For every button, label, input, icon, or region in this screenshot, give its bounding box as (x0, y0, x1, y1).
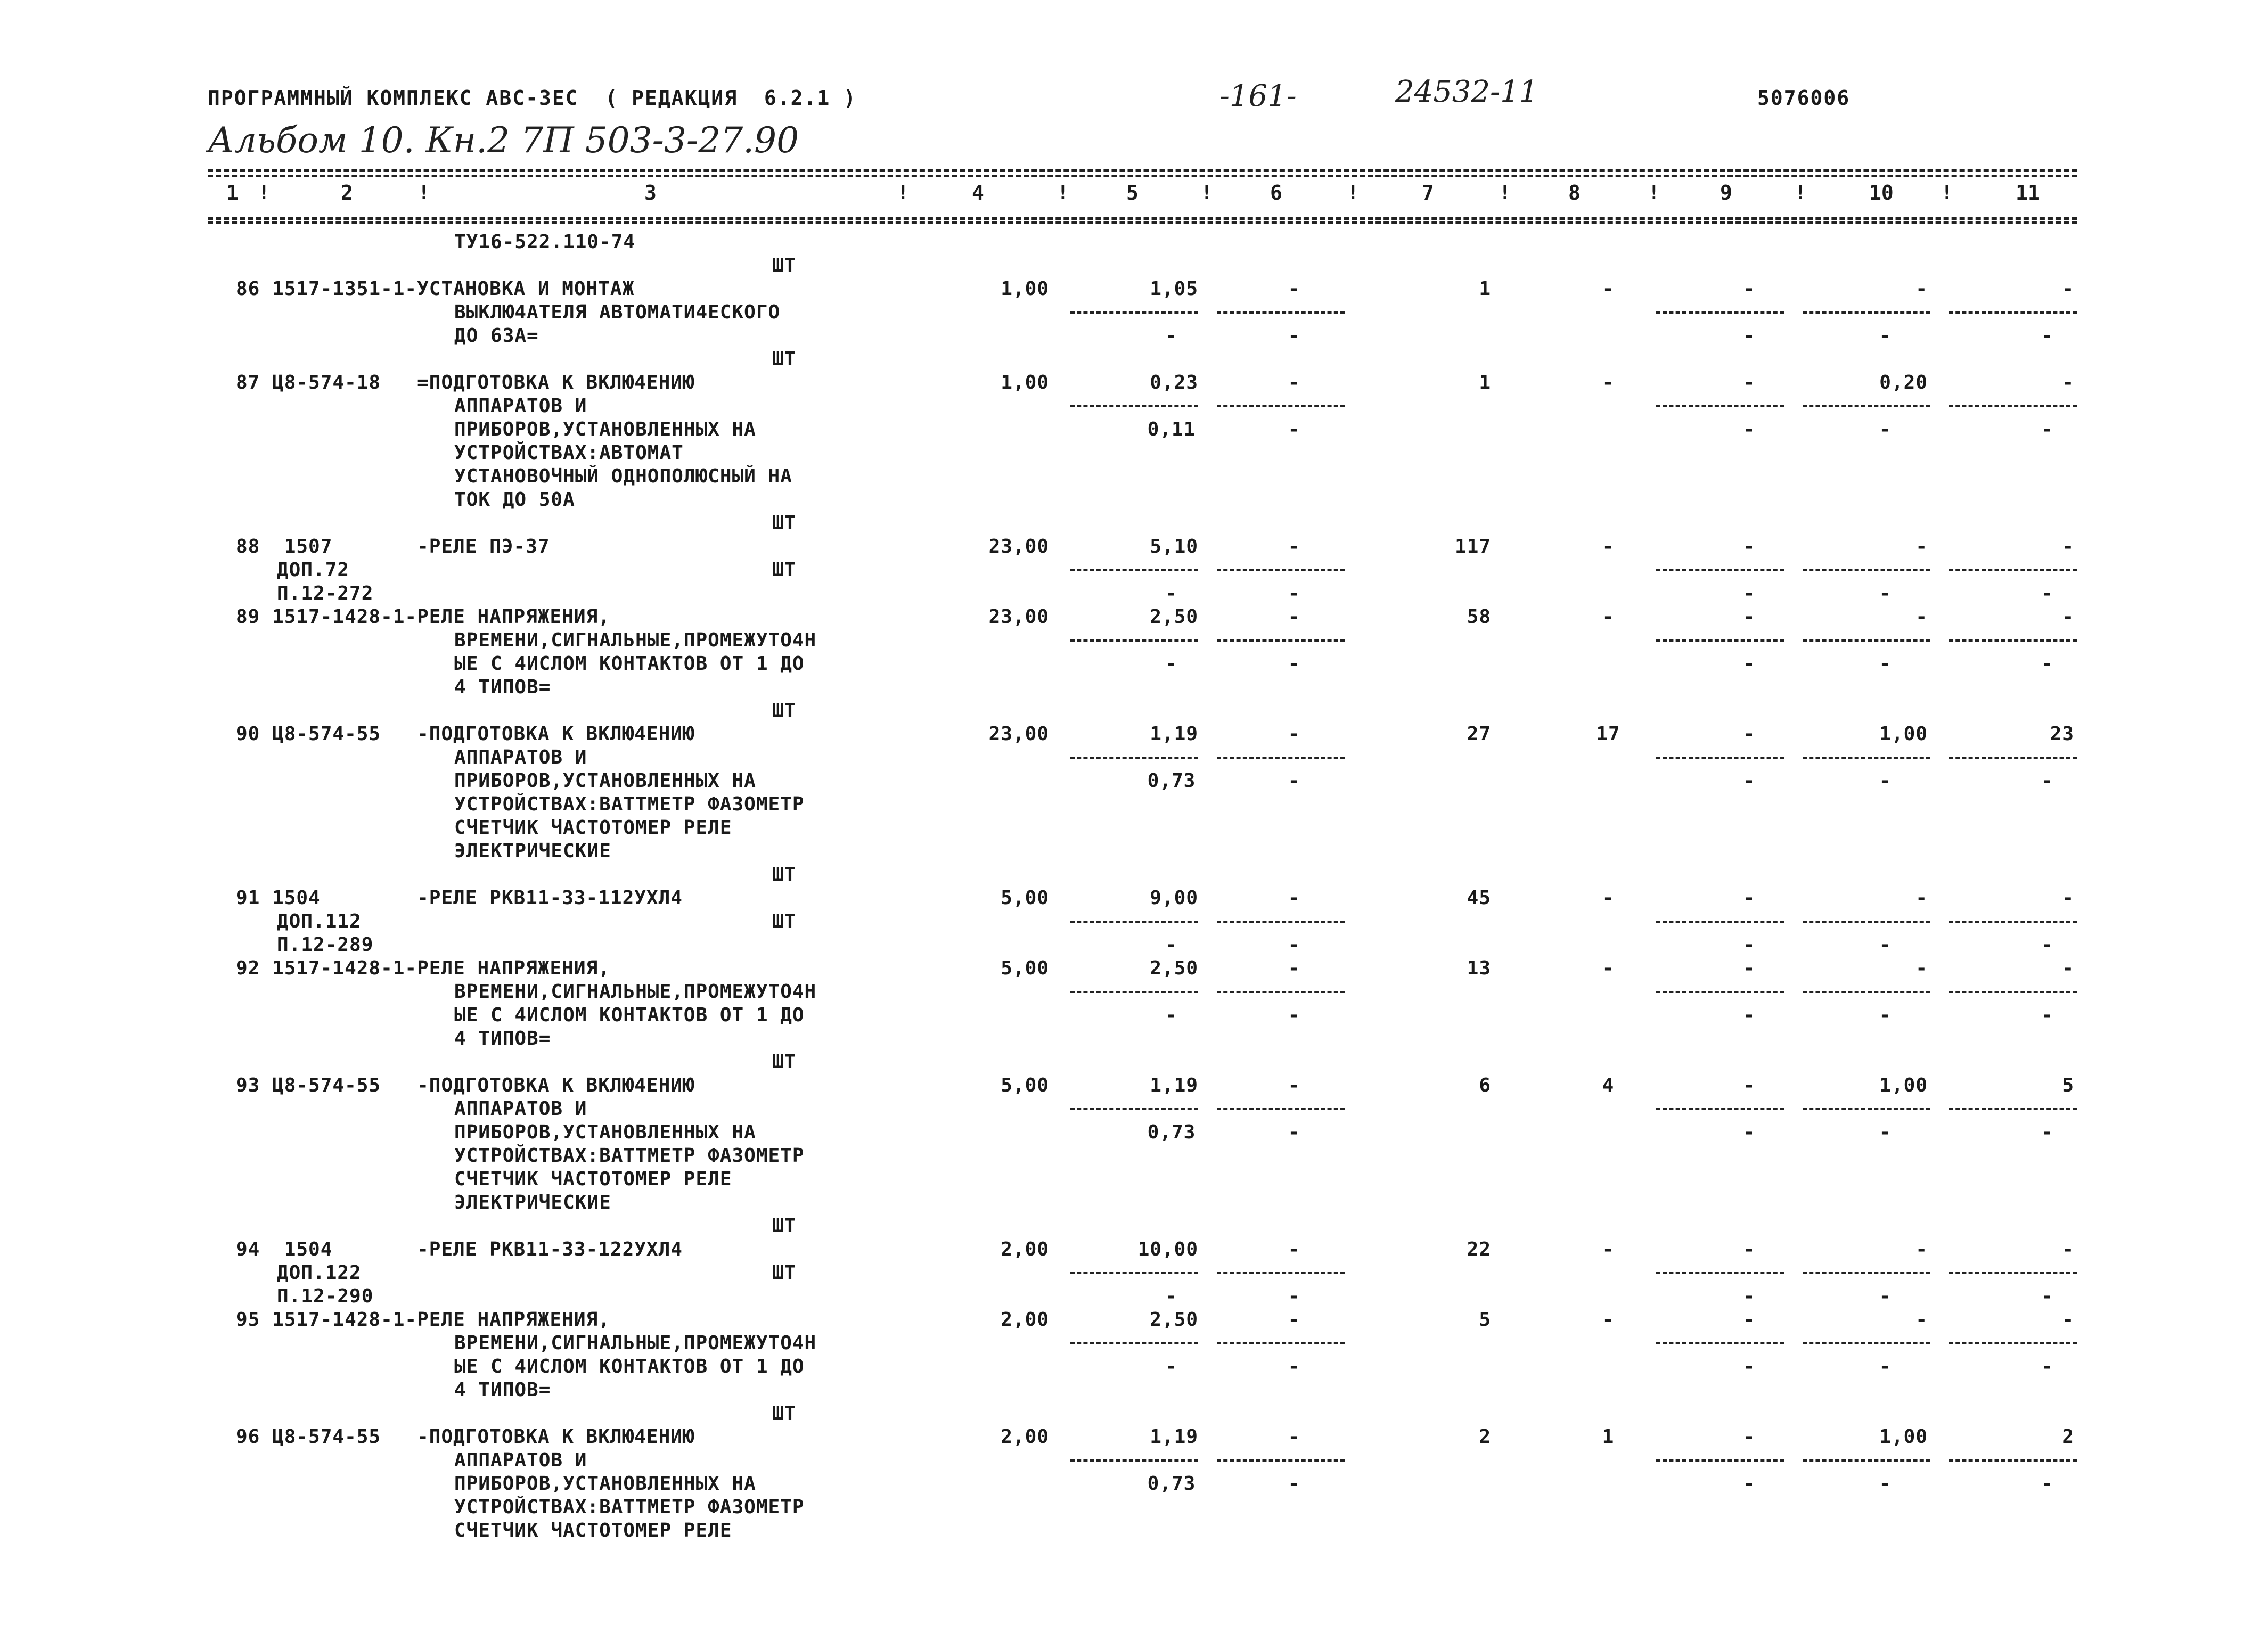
column-number-6: 6 (1270, 181, 1282, 204)
text-line: 91 1504 -РЕЛЕ РКВ11-33-112УХЛ4 (236, 887, 683, 909)
column-separator: ! (1057, 182, 1069, 204)
column-number-11: 11 (2016, 181, 2040, 204)
fraction-rule (1656, 569, 1784, 571)
fraction-rule (1656, 639, 1784, 642)
cell-c4: 2,00 (1001, 1426, 1049, 1448)
cell-c11b: - (2041, 419, 2054, 440)
cell-c9b: - (1743, 770, 1756, 792)
text-line: ТОК ДО 50А (454, 489, 575, 511)
cell-c9a: - (1743, 1309, 1756, 1331)
column-number-3: 3 (644, 181, 657, 204)
text-line: УСТРОЙСТВАХ:ВАТТМЕТР ФАЗОМЕТР (454, 1496, 805, 1518)
text-line: 4 ТИПОВ= (454, 1028, 551, 1049)
text-line: 93 Ц8-574-55 -ПОДГОТОВКА К ВКЛЮ4ЕНИЮ (236, 1074, 695, 1096)
text-line: УСТРОЙСТВАХ:АВТОМАТ (454, 442, 684, 464)
sheet-code: 5076006 (1757, 86, 1851, 110)
unit-label: ШТ (772, 348, 797, 370)
cell-c11a: 5 (2062, 1074, 2074, 1096)
cell-c5b: 0,11 (1147, 419, 1196, 440)
text-line: СЧЕТЧИК ЧАСТОТОМЕР РЕЛЕ (454, 817, 732, 839)
cell-c8: - (1602, 1309, 1615, 1331)
fraction-rule (1070, 991, 1198, 993)
cell-c10a: - (1915, 1309, 1928, 1331)
text-line: ПРИБОРОВ,УСТАНОВЛЕННЫХ НА (454, 1473, 756, 1495)
fraction-rule (1949, 1459, 2077, 1462)
cell-c7: 117 (1454, 536, 1491, 557)
cell-c11b: - (2041, 325, 2054, 347)
fraction-rule (1803, 639, 1930, 642)
cell-c11b: - (2041, 1285, 2054, 1307)
text-line: ЭЛЕКТРИЧЕСКИЕ (454, 1192, 611, 1213)
cell-c10b: - (1879, 934, 1892, 956)
column-separator: ! (1201, 182, 1213, 204)
column-separator: ! (1347, 182, 1359, 204)
cell-c11a: - (2062, 1238, 2074, 1260)
cell-c6b: - (1288, 325, 1300, 347)
column-number-10: 10 (1869, 181, 1894, 204)
fraction-rule (1803, 921, 1930, 923)
cell-c4: 2,00 (1001, 1238, 1049, 1260)
cell-c8: - (1602, 278, 1615, 300)
cell-c6a: - (1288, 278, 1300, 300)
text-line: ЫЕ С 4ИСЛОМ КОНТАКТОВ ОТ 1 ДО (454, 653, 805, 675)
cell-c11a: - (2062, 372, 2074, 393)
cell-c9b: - (1743, 653, 1756, 675)
cell-c7: 58 (1467, 606, 1491, 628)
cell-c10a: - (1915, 957, 1928, 979)
cell-c9a: - (1743, 887, 1756, 909)
cell-c10a: - (1915, 606, 1928, 628)
text-line: 89 1517-1428-1-РЕЛЕ НАПРЯЖЕНИЯ, (236, 606, 610, 628)
fraction-rule (1803, 1342, 1930, 1344)
cell-c8: - (1602, 957, 1615, 979)
cell-c10b: - (1879, 1121, 1892, 1143)
cell-c7: 2 (1479, 1426, 1491, 1448)
cell-c9b: - (1743, 1356, 1756, 1377)
column-separator: ! (897, 182, 909, 204)
cell-c9b: - (1743, 1285, 1756, 1307)
cell-c5a: 1,19 (1150, 1074, 1198, 1096)
text-line: 4 ТИПОВ= (454, 676, 551, 698)
text-line: 96 Ц8-574-55 -ПОДГОТОВКА К ВКЛЮ4ЕНИЮ (236, 1426, 695, 1448)
text-line: 87 Ц8-574-18 =ПОДГОТОВКА К ВКЛЮ4ЕНИЮ (236, 372, 695, 393)
header-rule-bottom (208, 217, 2077, 220)
fraction-rule (1803, 991, 1930, 993)
text-line: 90 Ц8-574-55 -ПОДГОТОВКА К ВКЛЮ4ЕНИЮ (236, 723, 695, 745)
cell-c11b: - (2041, 770, 2054, 792)
cell-c5b: - (1165, 1356, 1178, 1377)
cell-c10b: - (1879, 582, 1892, 604)
fraction-rule (1656, 991, 1784, 993)
cell-c4: 23,00 (988, 536, 1049, 557)
fraction-rule (1803, 405, 1930, 407)
cell-c10b: - (1879, 419, 1892, 440)
text-line: ПРИБОРОВ,УСТАНОВЛЕННЫХ НА (454, 419, 756, 440)
unit-label: ШТ (772, 910, 797, 932)
cell-c5a: 5,10 (1150, 536, 1198, 557)
cell-c6a: - (1288, 723, 1300, 745)
text-line: ВРЕМЕНИ,СИГНАЛЬНЫЕ,ПРОМЕЖУТО4Н (454, 629, 817, 651)
fraction-rule (1949, 1342, 2077, 1344)
header-rule-bottom-2 (208, 221, 2077, 224)
column-separator: ! (1648, 182, 1660, 204)
fraction-rule (1656, 757, 1784, 759)
cell-c7: 13 (1467, 957, 1491, 979)
fraction-rule (1070, 757, 1198, 759)
cell-c9a: - (1743, 372, 1756, 393)
cell-c6b: - (1288, 653, 1300, 675)
cell-c7: 5 (1479, 1309, 1491, 1331)
text-line: ТУ16-522.110-74 (454, 231, 636, 253)
fraction-rule (1656, 311, 1784, 314)
fraction-rule (1656, 1342, 1784, 1344)
cell-c10a: - (1915, 1238, 1928, 1260)
header-rule-top (208, 169, 2077, 172)
cell-c7: 45 (1467, 887, 1491, 909)
fraction-rule (1656, 921, 1784, 923)
cell-c5a: 10,00 (1137, 1238, 1198, 1260)
cell-c9a: - (1743, 1238, 1756, 1260)
cell-c7: 1 (1479, 278, 1491, 300)
cell-c6a: - (1288, 957, 1300, 979)
cell-c5b: - (1165, 1004, 1178, 1026)
text-line: 95 1517-1428-1-РЕЛЕ НАПРЯЖЕНИЯ, (236, 1309, 610, 1331)
cell-c9b: - (1743, 1121, 1756, 1143)
fraction-rule (1803, 757, 1930, 759)
text-line: СЧЕТЧИК ЧАСТОТОМЕР РЕЛЕ (454, 1168, 732, 1190)
cell-c7: 27 (1467, 723, 1491, 745)
album-reference: Альбом 10. Кн.2 7П 503-3-27.90 (208, 120, 799, 161)
fraction-rule (1949, 311, 2077, 314)
column-separator: ! (258, 182, 270, 204)
cell-c11b: - (2041, 1356, 2054, 1377)
cell-c11b: - (2041, 1004, 2054, 1026)
unit-label: ШТ (772, 700, 797, 721)
page-number: -161- (1219, 79, 1297, 113)
cell-c9a: - (1743, 1074, 1756, 1096)
cell-c10b: - (1879, 653, 1892, 675)
text-line: АППАРАТОВ И (454, 395, 587, 417)
cell-c5b: - (1165, 582, 1178, 604)
cell-c11a: 23 (2050, 723, 2074, 745)
cell-c11b: - (2041, 1473, 2054, 1495)
text-line: 4 ТИПОВ= (454, 1379, 551, 1401)
fraction-rule (1217, 1342, 1345, 1344)
cell-c10a: 1,00 (1879, 1074, 1928, 1096)
fraction-rule (1217, 569, 1345, 571)
cell-c6b: - (1288, 419, 1300, 440)
fraction-rule (1070, 405, 1198, 407)
text-line: П.12-289 (277, 934, 374, 956)
fraction-rule (1803, 1108, 1930, 1110)
cell-c5a: 2,50 (1150, 957, 1198, 979)
cell-c9b: - (1743, 419, 1756, 440)
cell-c5b: 0,73 (1147, 770, 1196, 792)
cell-c8: - (1602, 1238, 1615, 1260)
text-line: ДОП.112 (277, 910, 362, 932)
cell-c6b: - (1288, 582, 1300, 604)
cell-c11b: - (2041, 653, 2054, 675)
cell-c9b: - (1743, 934, 1756, 956)
cell-c10a: - (1915, 887, 1928, 909)
cell-c8: - (1602, 372, 1615, 393)
text-line: ПРИБОРОВ,УСТАНОВЛЕННЫХ НА (454, 770, 756, 792)
cell-c5a: 1,19 (1150, 723, 1198, 745)
column-number-4: 4 (972, 181, 984, 204)
column-number-1: 1 (226, 181, 239, 204)
fraction-rule (1949, 1272, 2077, 1274)
document-code: 24532-11 (1395, 75, 1538, 109)
text-line: АППАРАТОВ И (454, 746, 587, 768)
cell-c8: 4 (1602, 1074, 1615, 1096)
fraction-rule (1070, 1342, 1198, 1344)
text-line: АППАРАТОВ И (454, 1449, 587, 1471)
cell-c11b: - (2041, 1121, 2054, 1143)
cell-c6a: - (1288, 1238, 1300, 1260)
fraction-rule (1949, 405, 2077, 407)
fraction-rule (1949, 639, 2077, 642)
cell-c11a: - (2062, 957, 2074, 979)
cell-c6a: - (1288, 1309, 1300, 1331)
cell-c5a: 9,00 (1150, 887, 1198, 909)
text-line: УСТРОЙСТВАХ:ВАТТМЕТР ФАЗОМЕТР (454, 1145, 805, 1167)
column-number-2: 2 (341, 181, 353, 204)
fraction-rule (1217, 405, 1345, 407)
cell-c5a: 2,50 (1150, 1309, 1198, 1331)
cell-c4: 23,00 (988, 723, 1049, 745)
unit-label: ШТ (772, 1215, 797, 1237)
cell-c10b: - (1879, 1356, 1892, 1377)
cell-c4: 5,00 (1001, 887, 1049, 909)
cell-c6a: - (1288, 536, 1300, 557)
text-line: 94 1504 -РЕЛЕ РКВ11-33-122УХЛ4 (236, 1238, 683, 1260)
cell-c9a: - (1743, 606, 1756, 628)
cell-c5b: - (1165, 325, 1178, 347)
fraction-rule (1949, 1108, 2077, 1110)
cell-c9a: - (1743, 957, 1756, 979)
cell-c9b: - (1743, 1004, 1756, 1026)
cell-c9a: - (1743, 1426, 1756, 1448)
column-separator: ! (1499, 182, 1511, 204)
column-separator: ! (1941, 182, 1953, 204)
text-line: ВЫКЛЮ4АТЕЛЯ АВТОМАТИ4ЕСКОГО (454, 301, 781, 323)
cell-c5b: - (1165, 1285, 1178, 1307)
cell-c5b: - (1165, 934, 1178, 956)
column-number-8: 8 (1568, 181, 1581, 204)
cell-c8: - (1602, 887, 1615, 909)
cell-c10a: - (1915, 278, 1928, 300)
fraction-rule (1217, 311, 1345, 314)
unit-label: ШТ (772, 512, 797, 534)
text-line: 86 1517-1351-1-УСТАНОВКА И МОНТАЖ (236, 278, 635, 300)
cell-c10b: - (1879, 1473, 1892, 1495)
fraction-rule (1803, 1272, 1930, 1274)
fraction-rule (1656, 1108, 1784, 1110)
fraction-rule (1070, 311, 1198, 314)
fraction-rule (1217, 639, 1345, 642)
fraction-rule (1217, 991, 1345, 993)
text-line: УСТАНОВОЧНЫЙ ОДНОПОЛЮСНЫЙ НА (454, 465, 792, 487)
fraction-rule (1070, 1272, 1198, 1274)
cell-c11a: 2 (2062, 1426, 2074, 1448)
unit-label: ШТ (772, 559, 797, 581)
cell-c6a: - (1288, 606, 1300, 628)
cell-c9b: - (1743, 325, 1756, 347)
cell-c9b: - (1743, 1473, 1756, 1495)
cell-c10b: - (1879, 325, 1892, 347)
fraction-rule (1949, 757, 2077, 759)
cell-c6b: - (1288, 1285, 1300, 1307)
fraction-rule (1656, 405, 1784, 407)
fraction-rule (1217, 1459, 1345, 1462)
unit-label: ШТ (772, 1262, 797, 1284)
column-separator: ! (1795, 182, 1806, 204)
cell-c10a: 1,00 (1879, 1426, 1928, 1448)
text-line: ДО 63А= (454, 325, 539, 347)
text-line: ВРЕМЕНИ,СИГНАЛЬНЫЕ,ПРОМЕЖУТО4Н (454, 981, 817, 1003)
fraction-rule (1949, 569, 2077, 571)
fraction-rule (1217, 1108, 1345, 1110)
text-line: ВРЕМЕНИ,СИГНАЛЬНЫЕ,ПРОМЕЖУТО4Н (454, 1332, 817, 1354)
fraction-rule (1217, 921, 1345, 923)
cell-c8: 17 (1596, 723, 1620, 745)
fraction-rule (1070, 1459, 1198, 1462)
fraction-rule (1803, 569, 1930, 571)
cell-c5b: 0,73 (1147, 1473, 1196, 1495)
cell-c7: 1 (1479, 372, 1491, 393)
cell-c6a: - (1288, 372, 1300, 393)
unit-label: ШТ (772, 1051, 797, 1073)
text-line: ДОП.122 (277, 1262, 362, 1284)
column-number-5: 5 (1126, 181, 1139, 204)
cell-c7: 22 (1467, 1238, 1491, 1260)
cell-c6b: - (1288, 934, 1300, 956)
text-line: П.12-272 (277, 582, 374, 604)
cell-c9a: - (1743, 278, 1756, 300)
cell-c4: 1,00 (1001, 278, 1049, 300)
text-line: ПРИБОРОВ,УСТАНОВЛЕННЫХ НА (454, 1121, 756, 1143)
cell-c10b: - (1879, 770, 1892, 792)
cell-c4: 5,00 (1001, 1074, 1049, 1096)
cell-c6b: - (1288, 1004, 1300, 1026)
unit-label: ШТ (772, 864, 797, 885)
text-line: 88 1507 -РЕЛЕ ПЭ-37 (236, 536, 550, 557)
text-line: П.12-290 (277, 1285, 374, 1307)
cell-c4: 23,00 (988, 606, 1049, 628)
text-line: УСТРОЙСТВАХ:ВАТТМЕТР ФАЗОМЕТР (454, 793, 805, 815)
text-line: АППАРАТОВ И (454, 1098, 587, 1120)
cell-c11b: - (2041, 934, 2054, 956)
text-line: ЫЕ С 4ИСЛОМ КОНТАКТОВ ОТ 1 ДО (454, 1004, 805, 1026)
cell-c10a: 1,00 (1879, 723, 1928, 745)
cell-c11a: - (2062, 606, 2074, 628)
cell-c4: 1,00 (1001, 372, 1049, 393)
cell-c5a: 1,19 (1150, 1426, 1198, 1448)
cell-c7: 6 (1479, 1074, 1491, 1096)
cell-c5b: 0,73 (1147, 1121, 1196, 1143)
cell-c4: 2,00 (1001, 1309, 1049, 1331)
unit-label: ШТ (772, 1402, 797, 1424)
cell-c11a: - (2062, 278, 2074, 300)
fraction-rule (1803, 1459, 1930, 1462)
fraction-rule (1803, 311, 1930, 314)
fraction-rule (1070, 1108, 1198, 1110)
text-line: ЫЕ С 4ИСЛОМ КОНТАКТОВ ОТ 1 ДО (454, 1356, 805, 1377)
text-line: ЭЛЕКТРИЧЕСКИЕ (454, 840, 611, 862)
cell-c9b: - (1743, 582, 1756, 604)
fraction-rule (1949, 921, 2077, 923)
fraction-rule (1656, 1459, 1784, 1462)
fraction-rule (1070, 921, 1198, 923)
cell-c6b: - (1288, 1121, 1300, 1143)
column-separator: ! (418, 182, 430, 204)
program-header: ПРОГРАММНЫЙ КОМПЛЕКС АВС-ЗЕС ( РЕДАКЦИЯ 6.2.1 ) (208, 86, 857, 110)
column-number-9: 9 (1720, 181, 1732, 204)
cell-c8: 1 (1602, 1426, 1615, 1448)
cell-c5a: 1,05 (1150, 278, 1198, 300)
cell-c10b: - (1879, 1285, 1892, 1307)
header-rule-top-2 (208, 175, 2077, 177)
cell-c4: 5,00 (1001, 957, 1049, 979)
fraction-rule (1217, 1272, 1345, 1274)
cell-c5a: 0,23 (1150, 372, 1198, 393)
cell-c9a: - (1743, 536, 1756, 557)
fraction-rule (1656, 1272, 1784, 1274)
fraction-rule (1217, 757, 1345, 759)
cell-c10a: - (1915, 536, 1928, 557)
cell-c6a: - (1288, 887, 1300, 909)
unit-label: ШТ (772, 255, 797, 276)
cell-c11a: - (2062, 536, 2074, 557)
cell-c6b: - (1288, 1356, 1300, 1377)
fraction-rule (1949, 991, 2077, 993)
cell-c11b: - (2041, 582, 2054, 604)
cell-c11a: - (2062, 887, 2074, 909)
cell-c6a: - (1288, 1074, 1300, 1096)
text-line: СЧЕТЧИК ЧАСТОТОМЕР РЕЛЕ (454, 1520, 732, 1541)
cell-c6a: - (1288, 1426, 1300, 1448)
cell-c11a: - (2062, 1309, 2074, 1331)
cell-c9a: - (1743, 723, 1756, 745)
text-line: 92 1517-1428-1-РЕЛЕ НАПРЯЖЕНИЯ, (236, 957, 610, 979)
fraction-rule (1070, 569, 1198, 571)
cell-c10a: 0,20 (1879, 372, 1928, 393)
text-line: ДОП.72 (277, 559, 350, 581)
fraction-rule (1070, 639, 1198, 642)
cell-c5a: 2,50 (1150, 606, 1198, 628)
cell-c10b: - (1879, 1004, 1892, 1026)
cell-c5b: - (1165, 653, 1178, 675)
cell-c8: - (1602, 536, 1615, 557)
cell-c6b: - (1288, 770, 1300, 792)
column-number-7: 7 (1422, 181, 1434, 204)
cell-c8: - (1602, 606, 1615, 628)
cell-c6b: - (1288, 1473, 1300, 1495)
